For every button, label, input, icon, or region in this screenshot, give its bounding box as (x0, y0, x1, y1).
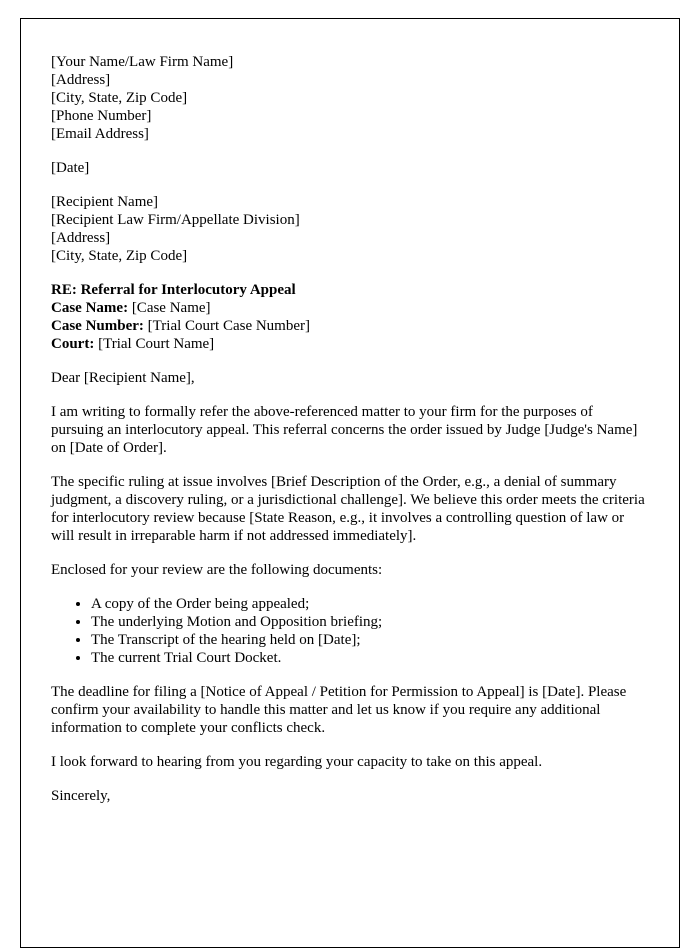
sender-address-line: [Address] (51, 72, 111, 88)
case-number-value: [Trial Court Case Number] (143, 318, 310, 334)
signoff: Sincerely, (51, 788, 111, 804)
case-header-block (51, 281, 649, 353)
sender-address-block (51, 53, 649, 143)
salutation: Dear [Recipient Name], (51, 370, 195, 386)
recipient-name-line: [Recipient Name] (51, 194, 159, 210)
date-line: [Date] (51, 160, 90, 176)
court-label: Court: (51, 336, 95, 352)
case-number-line (51, 317, 649, 335)
enclosure-item-order: • A copy of the Order being appealed; (91, 595, 649, 613)
sender-phone-line: [Phone Number] (51, 108, 152, 124)
subject-line: RE: Referral for Interlocutory Appeal (51, 282, 296, 298)
recipient-address-line: [Address] (51, 230, 111, 246)
letter-page (20, 18, 680, 948)
sender-city-line: [City, State, Zip Code] (51, 90, 188, 106)
recipient-address-block (51, 193, 649, 265)
recipient-city-line: [City, State, Zip Code] (51, 248, 188, 264)
enclosures-intro: Enclosed for your review are the following documents: (51, 562, 383, 578)
recipient-firm-line: [Recipient Law Firm/Appellate Division] (51, 212, 300, 228)
court-value: [Trial Court Name] (94, 336, 215, 352)
case-name-value: [Case Name] (128, 300, 211, 316)
closing-paragraph-2: I look forward to hearing from you regarding your capacity to take on this appeal. (51, 754, 543, 770)
enclosure-item-briefing: • The underlying Motion and Opposition briefing; (91, 613, 649, 631)
enclosure-item-transcript: • The Transcript of the hearing held on [Date]; (91, 631, 649, 649)
closing-paragraph-1: The deadline for filing a [Notice of Appeal / Petition for Permission to Appeal] is [Date]. Please confirm your availability to handle this matter and let us know if you require any additional information to complete your conflicts check. (51, 684, 627, 736)
case-number-label: Case Number: (51, 318, 144, 334)
enclosure-item-docket: • The current Trial Court Docket. (91, 649, 649, 667)
enclosures-list (51, 595, 649, 667)
body-paragraph-2: The specific ruling at issue involves [Brief Description of the Order, e.g., a denial of summary judgment, a discovery ruling, or a jurisdictional challenge]. We believe this order meets the criteria for interlocutory review because [State Reason, e.g., it involves a controlling question of law or will result in irreparable harm if not addressed immediately]. (51, 474, 645, 544)
case-name-line (51, 299, 649, 317)
case-name-label: Case Name: (51, 300, 129, 316)
sender-name-line: [Your Name/Law Firm Name] (51, 54, 234, 70)
sender-email-line: [Email Address] (51, 126, 149, 142)
body-paragraph-1: I am writing to formally refer the above-referenced matter to your firm for the purposes of pursuing an interlocutory appeal. This referral concerns the order issued by Judge [Judge's Name] on [Date of Order]. (51, 404, 638, 456)
court-line (51, 335, 649, 353)
